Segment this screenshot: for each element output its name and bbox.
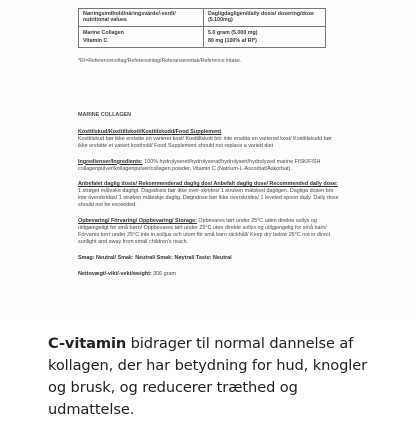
nutrient-value: 5.0 gram (5.000 mg) (204, 26, 326, 37)
taste-section (78, 255, 342, 262)
table-row (79, 26, 326, 37)
dose-text: 1 strøget måleske dagligt. Dagsdosis bør ikke over-skrides/ 1 struken mätsked dagligen. Dagliga dosen bör inte överskridas/ 1 strøken måleskje daglig. Døgndose bør ikke overskrides/ 1 leveled spoon daily. Daily dose should not be exceeded. (78, 188, 339, 209)
label-content (78, 112, 342, 287)
dose-heading: Anbefalet daglig dosis/ Rekommenderad daglig dos/ Anbefalt daglig dose/ Recommended daily dose: (78, 181, 338, 188)
ingredients-heading: Ingredienser/Ingredients: (78, 158, 143, 165)
ri-footnote: *RI=Referenceindtag/Referensintag/Referanseinntak/Reference intake. (78, 58, 242, 64)
taste-heading: Smag: Neutral/ Smak: Neutral/ Smak: Nøytral/ Taste: Neutral (78, 254, 232, 261)
nutrition-table (78, 8, 326, 48)
supplement-section (78, 129, 342, 150)
nutrient-name: Vitamin C (79, 37, 204, 47)
health-claim (48, 333, 388, 421)
weight-section (78, 271, 342, 278)
supplement-heading: Kosttilskud/Kosttillskott/Kosttilskudd/Food Supplement (78, 128, 222, 135)
ingredients-text: 100% hydrolyseret/hydrolyserat/hydrolysert/hydrolyzed marine FISK/FISH collagenpulver/kollagenpulver/collagen powder, Vitamin C (Natrium-L-Ascorbat/Askorbat). (78, 158, 321, 172)
nutrition-table-header (79, 9, 326, 27)
nutrition-header-name: Næringsindhold/näringsvärde/-verdi/ nutritional values (79, 9, 204, 27)
weight-heading: Nettovægt/-vikt/-vekt/weight: (78, 270, 152, 277)
storage-text: Opbevares tørt under 25°C uden direkte sollys og utilgængeligt for små børn/ Oppbevares tørt under 25°C uten direkte sollys og utilgjengelig for små barn/ Förvares torrt under 25°C inte in solljus och utom för små barn räckhåll/ Keep dry below 25°C not in direct sunlight and away from small children's reach. (78, 218, 331, 245)
nutrition-header-dose: Dagligdagligen/daily dosis/ dosering/dose (5.100mg) (204, 9, 326, 27)
table-row (79, 37, 326, 47)
ingredients-section (78, 159, 342, 173)
dose-section (78, 181, 342, 209)
supplement-text: Kosttilskud bør ikke erstatte en varieret kost/ Kosttillskott bör inte ersätta en varierad kost/ Kosttilskudd bør ikke erstatte et variert kosthold/ Food Supplement should not replace a varied diet (78, 135, 332, 149)
nutrient-name: Marine Collagen (79, 26, 204, 37)
storage-heading: Opbevaring/ Förvaring/ Oppbevaring/ Storage: (78, 218, 197, 225)
nutrient-value: 80 mg (100% af RI*) (204, 37, 326, 47)
product-title: MARINE COLLAGEN (78, 112, 132, 118)
storage-section (78, 218, 342, 246)
claim-text: bidrager til normal dannelse af kollagen, der har betydning for hud, knogler og brusk, og reducerer træthed og udmattelse. (48, 335, 367, 418)
weight-value: 306 gram (153, 270, 176, 277)
claim-bold: C-vitamin (48, 335, 127, 352)
